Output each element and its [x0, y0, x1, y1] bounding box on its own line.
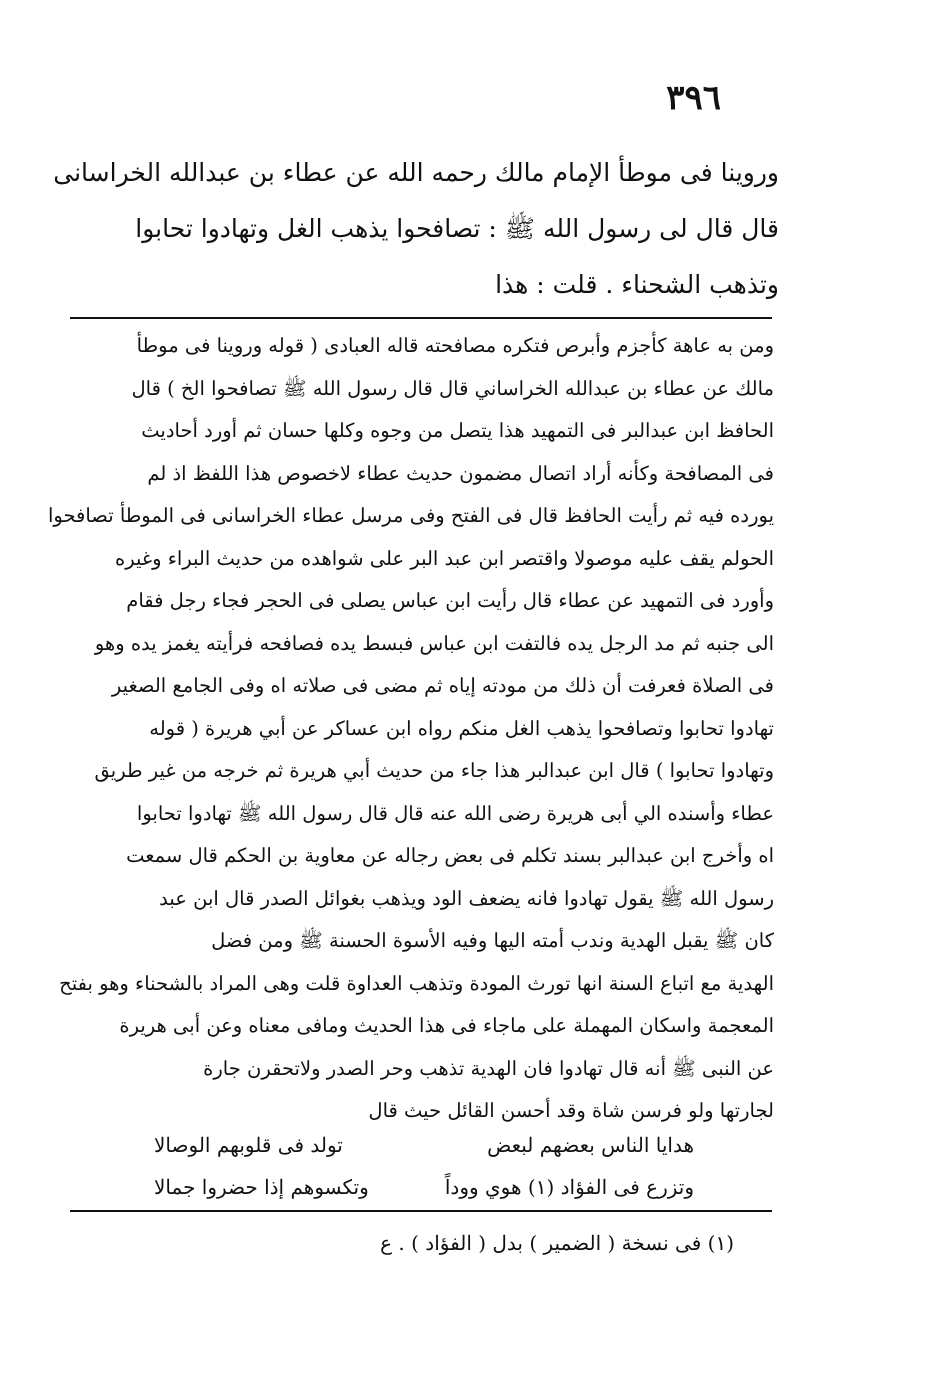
poem-first-hemistich: وتزرع فى الفؤاد (١) هوي ووداً	[444, 1175, 694, 1199]
commentary-line: اه وأخرج ابن عبدالبر بسند تكلم فى بعض رجاله عن معاوية بن الحكم قال سمعت	[126, 844, 774, 867]
poem-block	[154, 1124, 694, 1208]
commentary-line: فى المصافحة وكأنه أراد اتصال مضمون حديث عطاء لاخصوص هذا اللفظ اذ لم	[147, 461, 774, 485]
main-text-block	[53, 145, 779, 313]
commentary-block	[47, 325, 774, 1133]
commentary-line: ومن به عاهة كأجزم وأبرص فتكره مصافحته قاله العبادى ( قوله وروينا فى موطأ	[136, 334, 774, 357]
commentary-line: رسول الله ﷺ يقول تهادوا فانه يضعف الود ويذهب بغوائل الصدر قال ابن عبد	[159, 886, 774, 910]
commentary-line: كان ﷺ يقبل الهدية وندب أمته اليها وفيه الأسوة الحسنة ﷺ ومن فضل	[211, 929, 774, 952]
commentary-line: يورده فيه ثم رأيت الحافظ قال فى الفتح وفى مرسل عطاء الخراسانى فى الموطأ تصافحوا	[47, 504, 774, 527]
commentary-line: الحولم يقف عليه موصولا واقتصر ابن عبد البر على شواهده من حديث البراء وغيره	[115, 546, 774, 570]
commentary-line: وأورد فى التمهيد عن عطاء قال رأيت ابن عباس يصلى فى الحجر فجاء رجل فقام	[126, 589, 774, 612]
poem-verse	[154, 1124, 694, 1166]
poem-first-hemistich: هدايا الناس بعضهم لبعض	[487, 1133, 694, 1157]
commentary-line: الحافظ ابن عبدالبر فى التمهيد هذا يتصل من وجوه وكلها حسان ثم أورد أحاديث	[141, 419, 774, 442]
commentary-line: الهدية مع اتباع السنة انها تورث المودة وتذهب العداوة قلت وهى المراد بالشحناء وهو بفتح	[59, 971, 774, 995]
commentary-line: وتهادوا تحابوا ) قال ابن عبدالبر هذا جاء من حديث أبي هريرة ثم خرجه من غير طريق	[94, 759, 774, 782]
poem-verse	[154, 1166, 694, 1208]
commentary-line: مالك عن عطاء بن عبدالله الخراساني قال قال رسول الله ﷺ تصافحوا الخ ) قال	[131, 376, 774, 400]
poem-second-hemistich: تولد فى قلوبهم الوصالا	[154, 1133, 343, 1157]
poem-second-hemistich: وتكسوهم إذا حضروا جمالا	[154, 1175, 369, 1199]
footnote: (١) فى نسخة ( الضمير ) بدل ( الفؤاد ) . ع	[380, 1231, 734, 1255]
top-divider	[70, 317, 772, 319]
commentary-line: فى الصلاة فعرفت أن ذلك من مودته إياه ثم مضى فى صلاته اه وفى الجامع الصغير	[111, 674, 774, 697]
commentary-line: الى جنبه ثم مد الرجل يده فالتفت ابن عباس فبسط يده فصافحه فرأيته يغمز يده وهو	[94, 631, 774, 655]
main-text-line: وروينا فى موطأ الإمام مالك رحمه الله عن عطاء بن عبدالله الخراسانى	[53, 158, 779, 187]
main-text-line: وتذهب الشحناء . قلت : هذا	[495, 270, 779, 299]
footnote-divider	[70, 1210, 772, 1212]
commentary-line: المعجمة واسكان المهملة على ماجاء فى هذا الحديث ومافى معناه وعن أبى هريرة	[119, 1014, 774, 1037]
page-number: ٣٩٦	[666, 78, 721, 118]
main-text-line: قال قال لى رسول الله ﷺ : تصافحوا يذهب الغل وتهادوا تحابوا	[135, 214, 779, 243]
commentary-line: عن النبى ﷺ أنه قال تهادوا فان الهدية تذهب وحر الصدر ولاتحقرن جارة	[203, 1056, 774, 1080]
commentary-line: تهادوا تحابوا وتصافحوا يذهب الغل منكم رواه ابن عساكر عن أبي هريرة ( قوله	[149, 716, 774, 740]
commentary-line: عطاء وأسنده الي أبى هريرة رضى الله عنه قال قال رسول الله ﷺ تهادوا تحابوا	[136, 801, 774, 825]
commentary-line: لجارتها ولو فرسن شاة وقد أحسن القائل حيث قال	[368, 1099, 774, 1122]
